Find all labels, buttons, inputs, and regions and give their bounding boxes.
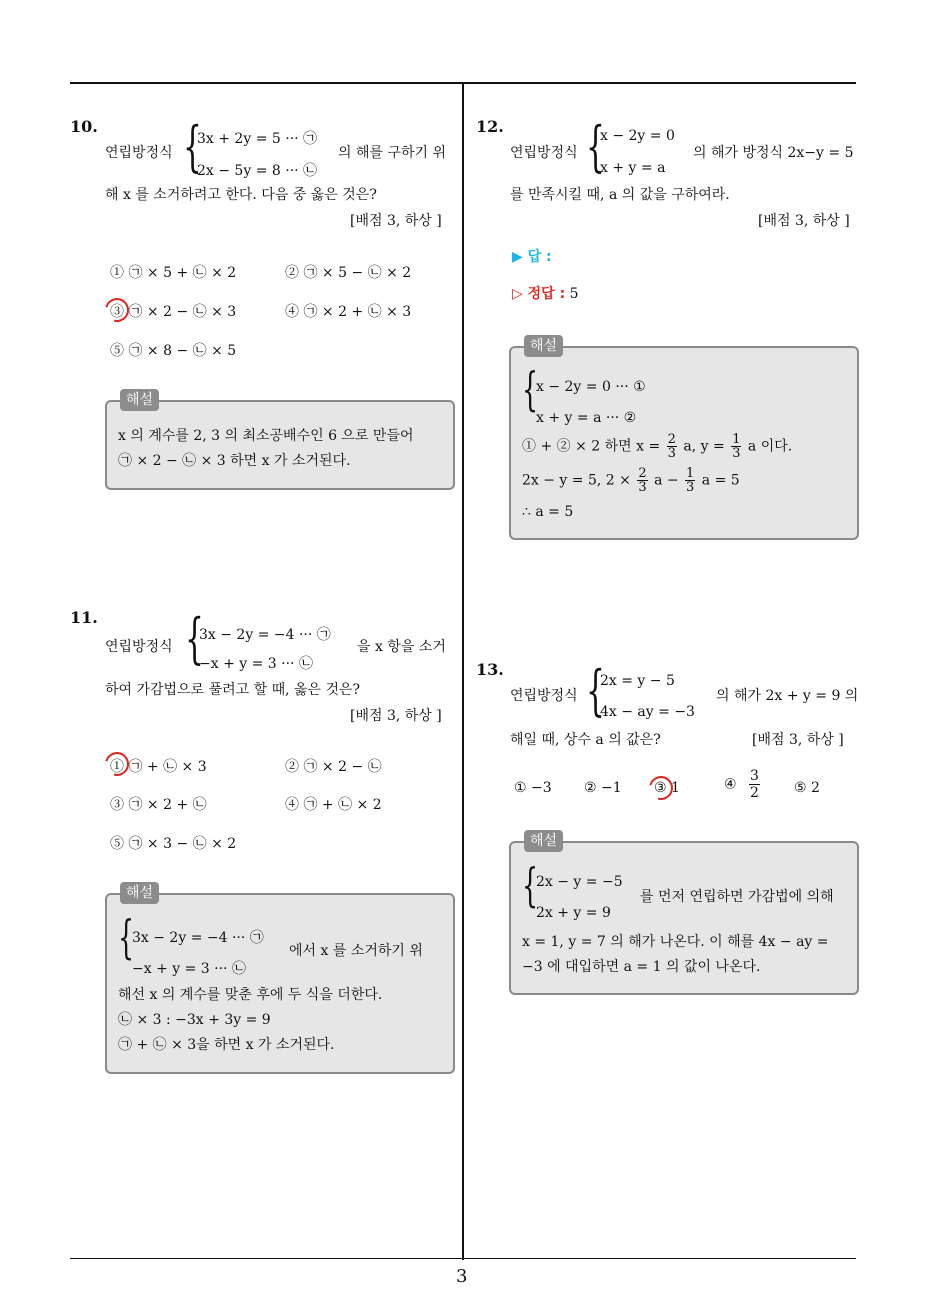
q12-correct-label: ▷ 정답 : bbox=[512, 286, 566, 302]
q13-score: [배점 3, 하상 ] bbox=[752, 732, 844, 748]
q11-line2: 하여 가감법으로 풀려고 할 때, 옳은 것은? bbox=[105, 682, 361, 698]
q13-brace: { bbox=[586, 659, 605, 722]
q12-expl-brace: { bbox=[522, 362, 539, 416]
q12-expl-eq2: x + y = a ··· ② bbox=[536, 410, 637, 426]
q12-expl-line3 bbox=[522, 467, 740, 494]
q12-expl-frac-2: $\frac{1}{3}$ bbox=[732, 432, 741, 461]
q13-expl-eq2: 2x + y = 9 bbox=[536, 905, 611, 921]
q12-score: [배점 3, 하상 ] bbox=[758, 213, 850, 229]
q12-eq2: x + y = a bbox=[600, 160, 666, 176]
q13-selected-mark bbox=[645, 772, 678, 805]
q13-suffix: 의 해가 2x + y = 9 의 bbox=[716, 688, 859, 704]
q10-choice-1[interactable]: ① ㉠ × 5 + ㉡ × 2 bbox=[110, 265, 237, 281]
q12-expl-line3-a: 2x − y = 5, 2 × bbox=[522, 472, 631, 489]
q11-expl-eq2: −x + y = 3 ··· ㉡ bbox=[132, 961, 246, 977]
q10-eq1: 3x + 2y = 5 ··· ㉠ bbox=[197, 131, 318, 147]
q11-eq2: −x + y = 3 ··· ㉡ bbox=[199, 656, 313, 672]
q12-prefix: 연립방정식 bbox=[510, 145, 578, 161]
q13-explanation-tag: 해설 bbox=[524, 830, 563, 852]
q13-number: 13. bbox=[476, 660, 504, 679]
q12-expl-line2-a: ① + ② × 2 하면 x = bbox=[522, 438, 661, 455]
q13-choice-3[interactable]: ③ 1 bbox=[654, 780, 680, 796]
q11-choice-5[interactable]: ⑤ ㉠ × 3 − ㉡ × 2 bbox=[110, 836, 237, 852]
q11-score: [배점 3, 하상 ] bbox=[350, 708, 442, 724]
column-divider bbox=[462, 84, 464, 1260]
q12-expl-frac-3: $\frac{2}{3}$ bbox=[638, 466, 647, 495]
bottom-rule bbox=[70, 1258, 856, 1259]
q13-choice-2[interactable]: ② −1 bbox=[584, 780, 622, 796]
q12-expl-line3-b: a − bbox=[654, 472, 679, 489]
q11-number: 11. bbox=[70, 608, 98, 627]
q13-expl-line2: x = 1, y = 7 의 해가 나온다. 이 해를 4x − ay = bbox=[522, 934, 829, 950]
q13-expl-line3: −3 에 대입하면 a = 1 의 값이 나온다. bbox=[522, 959, 761, 975]
q13-choice-1[interactable]: ① −3 bbox=[514, 780, 552, 796]
q11-expl-suffix: 에서 x 를 소거하기 위 bbox=[289, 943, 423, 959]
q11-explanation-tag: 해설 bbox=[120, 882, 159, 904]
q10-eq2: 2x − 5y = 8 ··· ㉡ bbox=[197, 163, 318, 179]
q10-prefix: 연립방정식 bbox=[105, 145, 173, 161]
q11-expl-line2: 해선 x 의 계수를 맞춘 후에 두 식을 더한다. bbox=[118, 987, 383, 1003]
q11-expl-eq1: 3x − 2y = −4 ··· ㉠ bbox=[132, 930, 264, 946]
q12-suffix: 의 해가 방정식 2x−y = 5 bbox=[693, 145, 854, 161]
q10-expl-line1: x 의 계수를 2, 3 의 최소공배수인 6 으로 만들어 bbox=[118, 428, 414, 444]
q11-expl-line3: ㉡ × 3 : −3x + 3y = 9 bbox=[118, 1012, 271, 1028]
q10-choice-2[interactable]: ② ㉠ × 5 − ㉡ × 2 bbox=[285, 265, 412, 281]
q13-eq1: 2x = y − 5 bbox=[600, 673, 675, 689]
q10-expl-line2: ㉠ × 2 − ㉡ × 3 하면 x 가 소거된다. bbox=[118, 453, 351, 469]
q12-expl-line4: ∴ a = 5 bbox=[522, 504, 574, 520]
q12-number: 12. bbox=[476, 117, 504, 136]
q13-choice-4-frac: $\frac{3}{2}$ bbox=[750, 768, 759, 801]
q11-expl-line4: ㉠ + ㉡ × 3을 하면 x 가 소거된다. bbox=[118, 1037, 335, 1053]
q11-choice-4[interactable]: ④ ㉠ + ㉡ × 2 bbox=[285, 797, 382, 813]
q10-brace: { bbox=[183, 115, 202, 178]
q10-explanation-box bbox=[105, 400, 455, 490]
q10-score: [배점 3, 하상 ] bbox=[350, 213, 442, 229]
q10-choice-4[interactable]: ④ ㉠ × 2 + ㉡ × 3 bbox=[285, 304, 412, 320]
q11-brace: { bbox=[185, 607, 204, 670]
q12-expl-frac-4: $\frac{1}{3}$ bbox=[686, 466, 695, 495]
q13-choice-5[interactable]: ⑤ 2 bbox=[794, 780, 820, 796]
q13-prefix: 연립방정식 bbox=[510, 688, 578, 704]
q11-prefix: 연립방정식 bbox=[105, 639, 173, 655]
q13-expl-brace: { bbox=[522, 858, 539, 912]
q13-line2: 해일 때, 상수 a 의 값은? bbox=[510, 732, 661, 748]
q10-selected-mark bbox=[101, 294, 134, 327]
q12-expl-frac-1: $\frac{2}{3}$ bbox=[667, 432, 676, 461]
q10-number: 10. bbox=[70, 117, 98, 136]
q12-correct-value: 5 bbox=[569, 286, 579, 302]
q10-choice-5[interactable]: ⑤ ㉠ × 8 − ㉡ × 5 bbox=[110, 343, 237, 359]
q11-eq1: 3x − 2y = −4 ··· ㉠ bbox=[199, 627, 331, 643]
q12-expl-line2 bbox=[522, 433, 792, 460]
q12-expl-eq1: x − 2y = 0 ··· ① bbox=[536, 379, 646, 395]
q10-explanation-tag: 해설 bbox=[120, 389, 159, 411]
q13-expl-eq1: 2x − y = −5 bbox=[536, 874, 623, 890]
q11-suffix: 을 x 항을 소거 bbox=[357, 639, 446, 655]
q12-expl-line2-c: a 이다. bbox=[747, 438, 793, 455]
q12-answer-label: ▶ 답 : bbox=[512, 249, 552, 265]
q10-line2: 해 x 를 소거하려고 한다. 다음 중 옳은 것은? bbox=[105, 187, 377, 203]
q12-brace: { bbox=[586, 115, 605, 178]
q10-suffix: 의 해를 구하기 위 bbox=[338, 145, 447, 161]
q12-correct-row bbox=[512, 283, 579, 303]
q13-choice-4[interactable] bbox=[724, 768, 762, 801]
q11-choice-3[interactable]: ③ ㉠ × 2 + ㉡ bbox=[110, 797, 207, 813]
q13-expl-suffix: 를 먼저 연립하면 가감법에 의해 bbox=[640, 889, 834, 905]
q10-choice-3[interactable]: ③ ㉠ × 2 − ㉡ × 3 bbox=[110, 304, 237, 320]
q12-expl-line2-b: a, y = bbox=[683, 438, 725, 455]
q13-eq2: 4x − ay = −3 bbox=[600, 704, 695, 720]
q11-expl-brace: { bbox=[118, 910, 135, 964]
page-number: 3 bbox=[456, 1266, 468, 1287]
q13-choice-4-label: ④ bbox=[724, 776, 737, 793]
q11-choice-1[interactable]: ① ㉠ + ㉡ × 3 bbox=[110, 759, 207, 775]
q12-eq1: x − 2y = 0 bbox=[600, 128, 675, 144]
q12-line2: 를 만족시킬 때, a 의 값을 구하여라. bbox=[510, 187, 730, 203]
q12-explanation-tag: 해설 bbox=[524, 335, 563, 357]
q11-choice-2[interactable]: ② ㉠ × 2 − ㉡ bbox=[285, 759, 382, 775]
q12-expl-line3-c: a = 5 bbox=[701, 472, 740, 489]
